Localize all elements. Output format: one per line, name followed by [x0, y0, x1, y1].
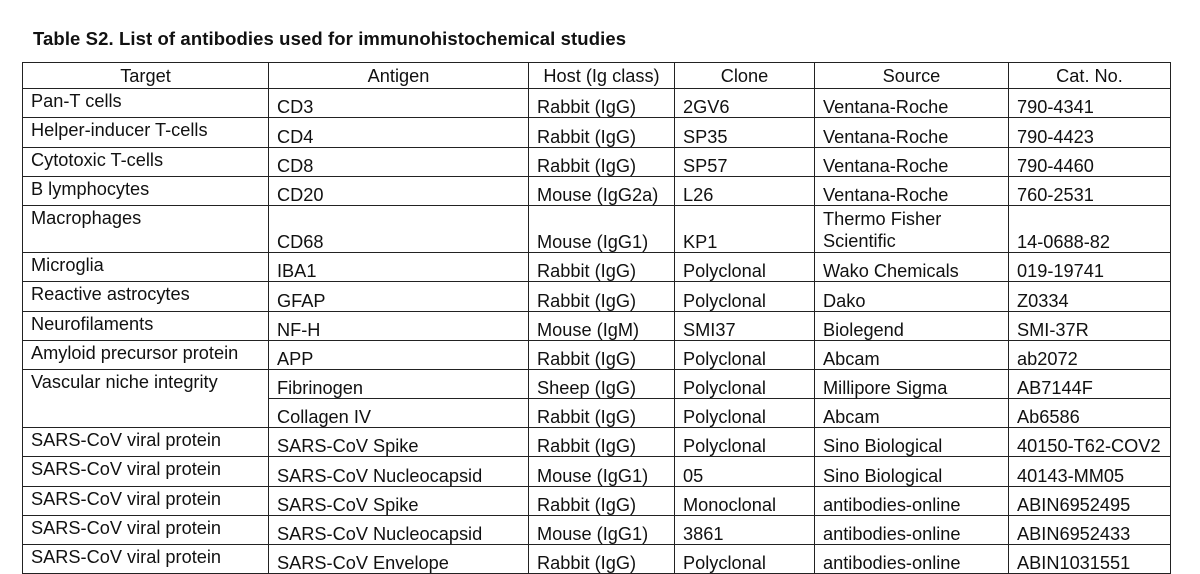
table-row	[23, 545, 1171, 574]
cell-clone: Polyclonal	[675, 427, 815, 456]
header-antigen: Antigen	[269, 63, 529, 89]
cell-clone: KP1	[675, 206, 815, 253]
cell-clone: 3861	[675, 515, 815, 544]
cell-source: Abcam	[815, 399, 1009, 428]
cell-clone: Monoclonal	[675, 486, 815, 515]
cell-clone: Polyclonal	[675, 545, 815, 574]
cell-source: Wako Chemicals	[815, 253, 1009, 282]
cell-cat-no: SMI-37R	[1009, 311, 1171, 340]
cell-host: Rabbit (IgG)	[529, 399, 675, 428]
table-row	[23, 399, 1171, 428]
cell-host: Rabbit (IgG)	[529, 89, 675, 118]
cell-cat-no: ab2072	[1009, 341, 1171, 370]
header-clone: Clone	[675, 63, 815, 89]
cell-antigen: NF-H	[269, 311, 529, 340]
cell-target: SARS-CoV viral protein	[23, 515, 269, 544]
cell-cat-no: 760-2531	[1009, 176, 1171, 205]
cell-antigen: CD68	[269, 206, 529, 253]
cell-cat-no: 40150-T62-COV2	[1009, 427, 1171, 456]
cell-source: Dako	[815, 282, 1009, 311]
table-row	[23, 515, 1171, 544]
cell-clone: Polyclonal	[675, 282, 815, 311]
table-row	[23, 427, 1171, 456]
cell-antigen: SARS-CoV Spike	[269, 427, 529, 456]
cell-antigen: CD4	[269, 118, 529, 147]
header-cat-no: Cat. No.	[1009, 63, 1171, 89]
cell-host: Mouse (IgG2a)	[529, 176, 675, 205]
cell-clone: Polyclonal	[675, 399, 815, 428]
cell-host: Rabbit (IgG)	[529, 486, 675, 515]
cell-cat-no: ABIN6952495	[1009, 486, 1171, 515]
cell-antigen: CD3	[269, 89, 529, 118]
cell-clone: 05	[675, 457, 815, 486]
cell-cat-no: 790-4423	[1009, 118, 1171, 147]
cell-source: Millipore Sigma	[815, 370, 1009, 399]
cell-antigen: SARS-CoV Envelope	[269, 545, 529, 574]
table-row	[23, 370, 1171, 399]
header-source: Source	[815, 63, 1009, 89]
cell-clone: SP57	[675, 147, 815, 176]
cell-cat-no: ABIN6952433	[1009, 515, 1171, 544]
table-row	[23, 457, 1171, 486]
cell-clone: 2GV6	[675, 89, 815, 118]
cell-cat-no: 790-4460	[1009, 147, 1171, 176]
cell-clone: Polyclonal	[675, 341, 815, 370]
cell-antigen: APP	[269, 341, 529, 370]
cell-host: Rabbit (IgG)	[529, 341, 675, 370]
cell-cat-no: Z0334	[1009, 282, 1171, 311]
cell-clone: Polyclonal	[675, 253, 815, 282]
cell-target	[23, 399, 269, 428]
cell-antigen: CD8	[269, 147, 529, 176]
cell-antigen: GFAP	[269, 282, 529, 311]
table-row	[23, 311, 1171, 340]
cell-antigen: SARS-CoV Spike	[269, 486, 529, 515]
cell-cat-no: 790-4341	[1009, 89, 1171, 118]
cell-target: SARS-CoV viral protein	[23, 457, 269, 486]
cell-antigen: CD20	[269, 176, 529, 205]
table-row	[23, 486, 1171, 515]
cell-antigen: IBA1	[269, 253, 529, 282]
cell-source: Ventana-Roche	[815, 118, 1009, 147]
cell-host: Mouse (IgG1)	[529, 457, 675, 486]
cell-target: Neurofilaments	[23, 311, 269, 340]
cell-antigen: Fibrinogen	[269, 370, 529, 399]
cell-cat-no: ABIN1031551	[1009, 545, 1171, 574]
cell-source: antibodies-online	[815, 486, 1009, 515]
table-row	[23, 118, 1171, 147]
cell-host: Mouse (IgM)	[529, 311, 675, 340]
cell-host: Mouse (IgG1)	[529, 515, 675, 544]
cell-clone: L26	[675, 176, 815, 205]
table-header-row	[23, 63, 1171, 89]
cell-target: SARS-CoV viral protein	[23, 545, 269, 574]
cell-target: Reactive astrocytes	[23, 282, 269, 311]
cell-antigen: SARS-CoV Nucleocapsid	[269, 515, 529, 544]
cell-target: SARS-CoV viral protein	[23, 486, 269, 515]
antibody-table	[22, 62, 1171, 574]
cell-source: Abcam	[815, 341, 1009, 370]
cell-cat-no: 019-19741	[1009, 253, 1171, 282]
cell-cat-no: AB7144F	[1009, 370, 1171, 399]
cell-target: Cytotoxic T-cells	[23, 147, 269, 176]
cell-target: Macrophages	[23, 206, 269, 253]
cell-host: Mouse (IgG1)	[529, 206, 675, 253]
cell-host: Rabbit (IgG)	[529, 147, 675, 176]
cell-target: Helper-inducer T-cells	[23, 118, 269, 147]
table-row	[23, 147, 1171, 176]
table-caption: Table S2. List of antibodies used for immunohistochemical studies	[33, 28, 627, 49]
cell-target: Amyloid precursor protein	[23, 341, 269, 370]
cell-target: Vascular niche integrity	[23, 370, 269, 399]
cell-host: Rabbit (IgG)	[529, 253, 675, 282]
cell-source: Ventana-Roche	[815, 89, 1009, 118]
table-row	[23, 176, 1171, 205]
cell-host: Rabbit (IgG)	[529, 427, 675, 456]
cell-host: Rabbit (IgG)	[529, 282, 675, 311]
cell-antigen: SARS-CoV Nucleocapsid	[269, 457, 529, 486]
cell-source: Sino Biological	[815, 457, 1009, 486]
cell-clone: Polyclonal	[675, 370, 815, 399]
cell-source: antibodies-online	[815, 515, 1009, 544]
cell-clone: SMI37	[675, 311, 815, 340]
cell-source: antibodies-online	[815, 545, 1009, 574]
cell-antigen: Collagen IV	[269, 399, 529, 428]
table-row	[23, 341, 1171, 370]
cell-source: Sino Biological	[815, 427, 1009, 456]
table-row	[23, 89, 1171, 118]
table-row	[23, 282, 1171, 311]
cell-clone: SP35	[675, 118, 815, 147]
cell-target: B lymphocytes	[23, 176, 269, 205]
table-row	[23, 206, 1171, 253]
cell-host: Rabbit (IgG)	[529, 545, 675, 574]
cell-target: Microglia	[23, 253, 269, 282]
cell-source: Thermo Fisher Scientific	[815, 206, 1009, 253]
cell-source: Biolegend	[815, 311, 1009, 340]
cell-target: Pan-T cells	[23, 89, 269, 118]
cell-host: Rabbit (IgG)	[529, 118, 675, 147]
header-host: Host (Ig class)	[529, 63, 675, 89]
cell-cat-no: 14-0688-82	[1009, 206, 1171, 253]
header-target: Target	[23, 63, 269, 89]
table-row	[23, 253, 1171, 282]
cell-cat-no: 40143-MM05	[1009, 457, 1171, 486]
cell-target: SARS-CoV viral protein	[23, 427, 269, 456]
cell-cat-no: Ab6586	[1009, 399, 1171, 428]
cell-source: Ventana-Roche	[815, 176, 1009, 205]
cell-host: Sheep (IgG)	[529, 370, 675, 399]
cell-source: Ventana-Roche	[815, 147, 1009, 176]
